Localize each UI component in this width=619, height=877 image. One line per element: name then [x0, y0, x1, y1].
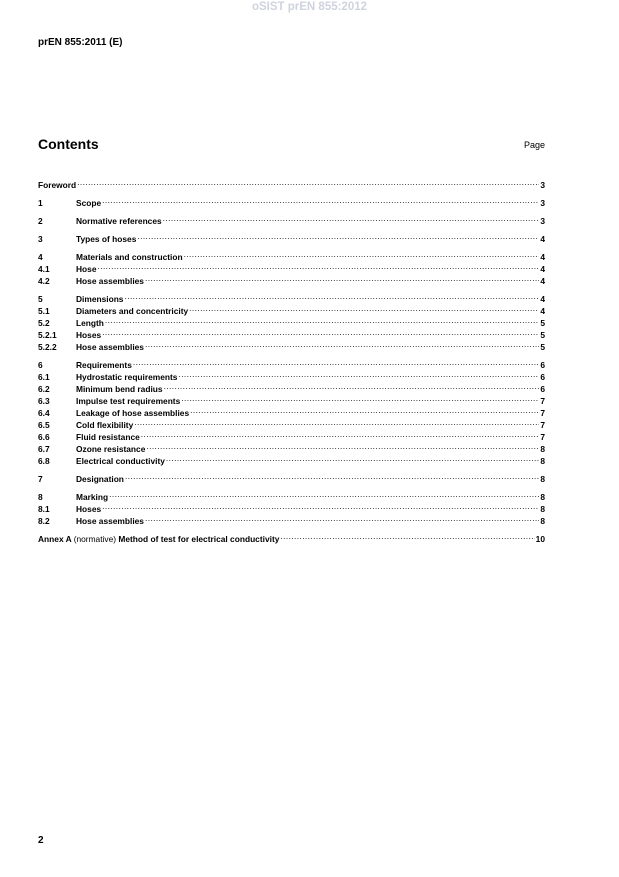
- toc-entry-number: 6.7: [38, 444, 50, 454]
- toc-entry-page: 7: [540, 432, 545, 442]
- toc-dot-leader: [164, 380, 540, 392]
- toc-entry-number: 6: [38, 360, 43, 370]
- toc-entry-page: 3: [540, 180, 545, 190]
- toc-entry-title: Designation: [76, 474, 124, 484]
- toc-entry-title: Scope: [76, 198, 102, 208]
- toc-entry-page: 8: [540, 456, 545, 466]
- toc-entry-title: Length: [76, 318, 104, 328]
- toc-entry-page: 5: [540, 318, 545, 328]
- toc-entry-4[interactable]: [38, 248, 545, 260]
- page-number: 2: [38, 835, 44, 846]
- toc-entry-number: 4.2: [38, 276, 50, 286]
- toc-entry-title: Hydrostatic requirements: [76, 372, 178, 382]
- toc-dot-leader: [137, 230, 539, 242]
- toc-entry-5-2-2[interactable]: [38, 338, 545, 350]
- toc-entry-8[interactable]: [38, 488, 545, 500]
- toc-entry-title: Leakage of hose assemblies: [76, 408, 190, 418]
- toc-entry-5[interactable]: [38, 290, 545, 302]
- toc-entry-title: Cold flexibility: [76, 420, 134, 430]
- page-column-label: Page: [523, 140, 545, 150]
- toc-entry-6[interactable]: [38, 356, 545, 368]
- toc-entry-page: 4: [540, 234, 545, 244]
- toc-entry-page: 4: [540, 294, 545, 304]
- toc-entry-number: 3: [38, 234, 43, 244]
- toc-entry-number: 5.2.1: [38, 330, 57, 340]
- toc-entry-title: Hose assemblies: [76, 276, 144, 286]
- toc-entry-number: 6.2: [38, 384, 50, 394]
- toc-dot-leader: [105, 314, 539, 326]
- toc-entry-title: Hoses: [76, 504, 102, 514]
- toc-entry-number: 1: [38, 198, 43, 208]
- annex-qualifier: (normative): [73, 534, 117, 544]
- toc-entry-page: 5: [540, 330, 545, 340]
- toc-dot-leader: [181, 392, 539, 404]
- toc-entry-number: 5.2.2: [38, 342, 57, 352]
- toc-dot-leader: [125, 470, 539, 482]
- toc-dot-leader: [134, 416, 539, 428]
- toc-dot-leader: [178, 368, 539, 380]
- toc-entry-title: Types of hoses: [76, 234, 137, 244]
- toc-entry-page: 3: [540, 216, 545, 226]
- toc-dot-leader: [97, 260, 539, 272]
- toc-entry-title: Fluid resistance: [76, 432, 140, 442]
- toc-entry-title: [38, 533, 279, 545]
- annex-label: Annex A: [38, 534, 72, 544]
- toc-entry-page: 7: [540, 408, 545, 418]
- toc-entry-title: Impulse test requirements: [76, 396, 181, 406]
- toc-entry-number: 2: [38, 216, 43, 226]
- toc-entry-page: 8: [540, 474, 545, 484]
- toc-dot-leader: [184, 248, 540, 260]
- toc-entry-number: 8: [38, 492, 43, 502]
- toc-entry-7[interactable]: [38, 470, 545, 482]
- toc-entry-page: 3: [540, 198, 545, 208]
- toc-entry-page: 6: [540, 372, 545, 382]
- toc-entry-5-2-1[interactable]: [38, 326, 545, 338]
- toc-entry-title: Normative references: [76, 216, 162, 226]
- toc-dot-leader: [145, 338, 539, 350]
- toc-entry-number: 6.6: [38, 432, 50, 442]
- document-identifier: prEN 855:2011 (E): [38, 37, 123, 48]
- toc-dot-leader: [189, 302, 539, 314]
- annex-title: Method of test for electrical conductivity: [118, 534, 280, 544]
- toc-entry-number: 6.8: [38, 456, 50, 466]
- toc-entry-page: 4: [540, 306, 545, 316]
- toc-entry-number: 8.1: [38, 504, 50, 514]
- toc-entry-number: 5.2: [38, 318, 50, 328]
- toc-entry-title: Marking: [76, 492, 109, 502]
- toc-entry-page: 7: [540, 420, 545, 430]
- toc-entry-annex-a[interactable]: [38, 530, 545, 542]
- toc-entry-page: 8: [540, 516, 545, 526]
- toc-dot-leader: [280, 530, 534, 542]
- toc-entry-title: Materials and construction: [76, 252, 183, 262]
- toc-entry-title: Electrical conductivity: [76, 456, 165, 466]
- toc-entry-title: Hose: [76, 264, 97, 274]
- toc-entry-title: Minimum bend radius: [76, 384, 163, 394]
- toc-dot-leader: [102, 194, 539, 206]
- toc-dot-leader: [146, 440, 539, 452]
- toc-entry-title: Requirements: [76, 360, 132, 370]
- toc-entry-4-2[interactable]: [38, 272, 545, 284]
- toc-dot-leader: [109, 488, 539, 500]
- toc-entry-number: 5.1: [38, 306, 50, 316]
- toc-entry-number: 4: [38, 252, 43, 262]
- toc-entry-number: 6.3: [38, 396, 50, 406]
- toc-entry-title: Hose assemblies: [76, 342, 144, 352]
- toc-dot-leader: [190, 404, 539, 416]
- toc-dot-leader: [141, 428, 540, 440]
- toc-entry-title: Foreword: [38, 180, 77, 190]
- toc-entry-page: 4: [540, 264, 545, 274]
- toc-entry-number: 5: [38, 294, 43, 304]
- toc-entry-page: 6: [540, 384, 545, 394]
- toc-dot-leader: [163, 212, 540, 224]
- toc-entry-5-2[interactable]: [38, 314, 545, 326]
- toc-entry-2[interactable]: [38, 212, 545, 224]
- toc-entry-title: Hose assemblies: [76, 516, 144, 526]
- toc-dot-leader: [145, 512, 539, 524]
- toc-entry-number: 8.2: [38, 516, 50, 526]
- toc-dot-leader: [102, 500, 539, 512]
- toc-entry-title: Diameters and concentricity: [76, 306, 189, 316]
- toc-dot-leader: [133, 356, 539, 368]
- toc-entry-page: 5: [540, 342, 545, 352]
- toc-entry-number: 7: [38, 474, 43, 484]
- toc-entry-page: 6: [540, 360, 545, 370]
- toc-entry-number: 6.5: [38, 420, 50, 430]
- toc-entry-page: 10: [535, 534, 545, 544]
- toc-dot-leader: [124, 290, 539, 302]
- watermark: oSIST prEN 855:2012: [251, 1, 368, 13]
- toc-entry-1[interactable]: [38, 194, 545, 206]
- toc-entry-number: 6.4: [38, 408, 50, 418]
- toc-entry-title: Dimensions: [76, 294, 124, 304]
- toc-entry-3[interactable]: [38, 230, 545, 242]
- toc-entry-page: 8: [540, 444, 545, 454]
- toc-entry-page: 8: [540, 492, 545, 502]
- toc-entry-8-1[interactable]: [38, 500, 545, 512]
- toc-entry-page: 8: [540, 504, 545, 514]
- toc-dot-leader: [102, 326, 539, 338]
- toc-entry-page: 4: [540, 252, 545, 262]
- toc-dot-leader: [77, 176, 539, 188]
- toc-dot-leader: [145, 272, 539, 284]
- toc-entry-number: 4.1: [38, 264, 50, 274]
- toc-entry-number: 6.1: [38, 372, 50, 382]
- toc-entry-page: 4: [540, 276, 545, 286]
- toc-entry-4-1[interactable]: [38, 260, 545, 272]
- toc-entry-page: 7: [540, 396, 545, 406]
- toc-entry-foreword[interactable]: [38, 176, 545, 188]
- table-of-contents: [38, 176, 545, 542]
- contents-heading: Contents: [38, 136, 99, 152]
- toc-dot-leader: [166, 452, 539, 464]
- toc-entry-8-2[interactable]: [38, 512, 545, 524]
- toc-entry-title: Ozone resistance: [76, 444, 146, 454]
- toc-entry-title: Hoses: [76, 330, 102, 340]
